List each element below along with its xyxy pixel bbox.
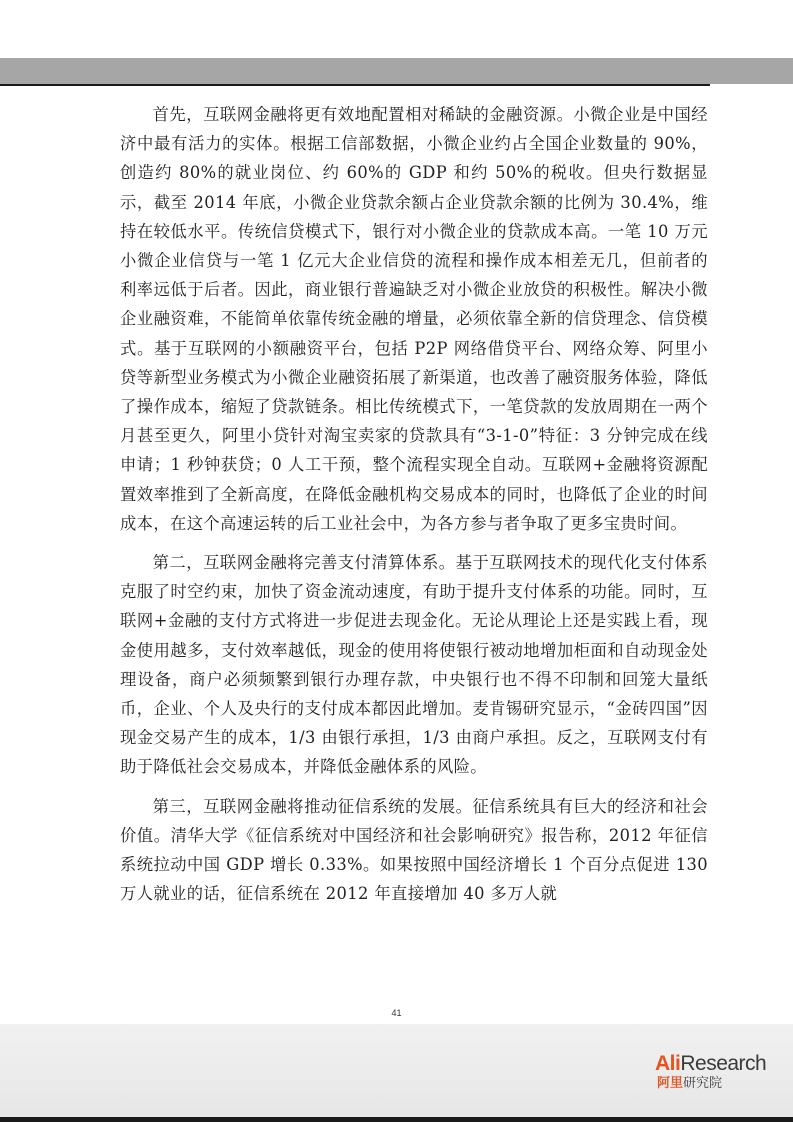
page-number: 41	[391, 1008, 402, 1018]
logo-ali: Ali	[655, 1052, 681, 1075]
paragraph-1: 首先，互联网金融将更有效地配置相对稀缺的金融资源。小微企业是中国经济中最有活力的实体。根据工信部数据，小微企业约占全国企业数量的 90%，创造约 80%的就业岗位、约 60%的 GDP 和约 50%的税收。但央行数据显示，截至 2014 年底，小微企业贷款余额占企业贷款余额的比例为 30.4%，维持在较低水平。传统信贷模式下，银行对小微企业的贷款成本高。一笔 10 万元小微企业信贷与一笔 1 亿元大企业信贷的流程和操作成本相差无几，但前者的利率远低于后者。因此，商业银行普遍缺乏对小微企业放贷的积极性。解决小微企业融资难，不能简单依靠传统金融的增量，必须依靠全新的信贷理念、信贷模式。基于互联网的小额融资平台，包括 P2P 网络借贷平台、网络众筹、阿里小贷等新型业务模式为小微企业融资拓展了新渠道，也改善了融资服务体验，降低了操作成本，缩短了贷款链条。相比传统模式下，一笔贷款的发放周期在一两个月甚至更久，阿里小贷针对淘宝卖家的贷款具有“3-1-0”特征：3 分钟完成在线申请；1 秒钟获贷；0 人工干预，整个流程实现全自动。互联网+金融将资源配置效率推到了全新高度，在降低金融机构交易成本的同时，也降低了企业的时间成本，在这个高速运转的后工业社会中，为各方参与者争取了更多宝贵时间。	[120, 105, 708, 533]
header-band	[0, 58, 793, 84]
page-body	[120, 100, 708, 918]
paragraph-3: 第三，互联网金融将推动征信系统的发展。征信系统具有巨大的经济和社会价值。清华大学《征信系统对中国经济和社会影响研究》报告称，2012 年征信系统拉动中国 GDP 增长 0.33%。如果按照中国经济增长 1 个百分点促进 130 万人就业的话，征信系统在 2012 年直接增加 40 多万人就	[120, 796, 708, 904]
paragraph-2: 第二，互联网金融将完善支付清算体系。基于互联网技术的现代化支付体系克服了时空约束，加快了资金流动速度，有助于提升支付体系的功能。同时，互联网+金融的支付方式将进一步促进去现金化。无论从理论上还是实践上看，现金使用越多，支付效率越低，现金的使用将使银行被动地增加柜面和自动现金处理设备，商户必须频繁到银行办理存款，中央银行也不得不印制和回笼大量纸币，企业、个人及央行的支付成本都因此增加。麦肯锡研究显示，“金砖四国”因现金交易产生的成本，1/3 由银行承担，1/3 由商户承担。反之，互联网支付有助于降低社会交易成本，并降低金融体系的风险。	[120, 553, 708, 777]
logo-wordmark	[655, 1053, 793, 1075]
logo-chinese	[657, 1075, 793, 1091]
header-rule	[0, 84, 710, 86]
logo-cn-ali: 阿里	[657, 1075, 684, 1090]
logo-cn-institute: 研究院	[683, 1075, 723, 1090]
footer-rule	[0, 1117, 793, 1122]
logo-research: Research	[680, 1052, 767, 1075]
aliresearch-logo	[655, 1053, 793, 1091]
